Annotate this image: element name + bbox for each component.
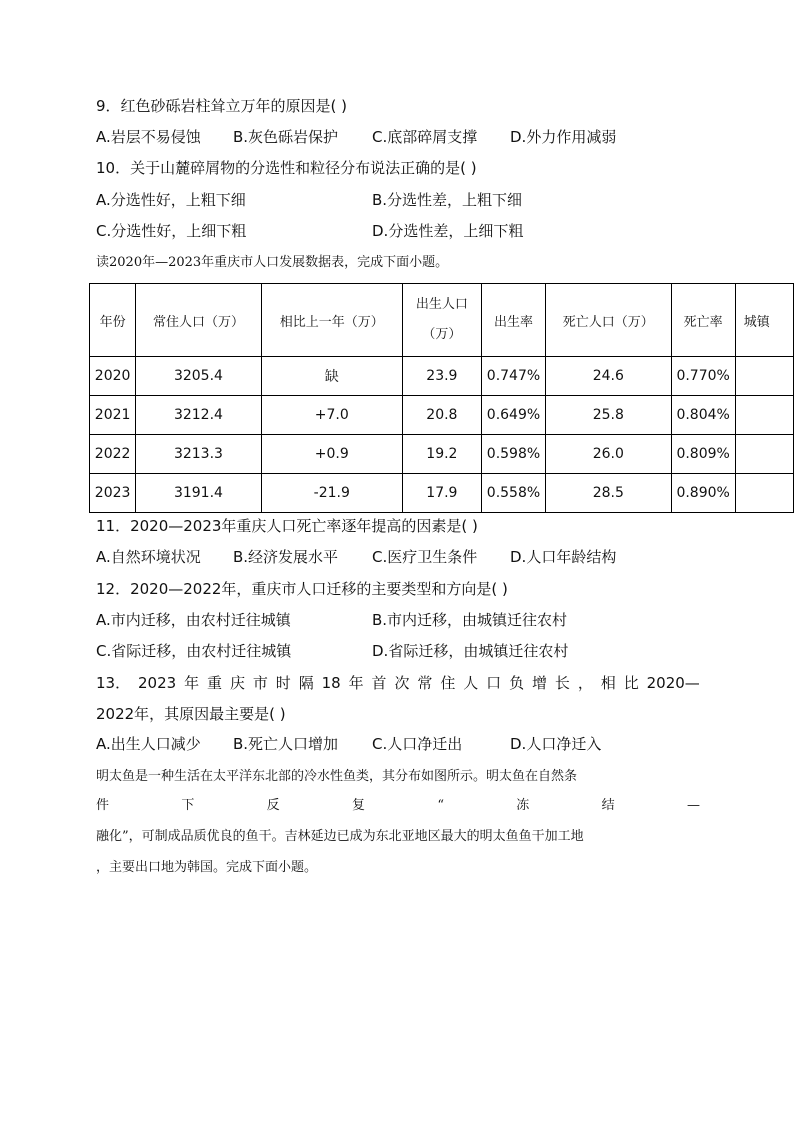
cell-urbanization xyxy=(735,435,793,474)
header-change: 相比上一年（万） xyxy=(261,284,402,357)
passage-word: 下 xyxy=(181,798,195,813)
question-9-option-a[interactable]: A.岩层不易侵蚀 xyxy=(96,128,201,146)
question-13-option-d[interactable]: D.人口净迁入 xyxy=(510,735,602,753)
stem-word: 首 xyxy=(371,674,387,692)
question-11-stem: 11．2020—2023年重庆人口死亡率逐年提高的因素是( ) xyxy=(96,517,478,535)
question-9-stem: 9．红色砂砾岩柱耸立万年的原因是( ) xyxy=(96,97,348,115)
header-birth-rate: 出生率 xyxy=(481,284,545,357)
stem-word: 重 xyxy=(207,674,223,692)
header-death-rate: 死亡率 xyxy=(671,284,735,357)
question-13-stem-line1 xyxy=(96,673,700,693)
cell-death-rate: 0.809% xyxy=(671,435,735,474)
stem-word: 次 xyxy=(394,674,410,692)
cell-death-rate: 0.890% xyxy=(671,474,735,513)
stem-word: 年 xyxy=(184,674,200,692)
cell-birth-rate: 0.598% xyxy=(481,435,545,474)
header-year: 年份 xyxy=(90,284,136,357)
passage-word: 复 xyxy=(351,798,365,813)
question-12-stem: 12．2020—2022年，重庆市人口迁移的主要类型和方向是( ) xyxy=(96,580,508,598)
stem-word: 2023 xyxy=(138,674,177,692)
stem-word: 比 xyxy=(623,674,639,692)
question-9-option-c[interactable]: C.底部碎屑支撑 xyxy=(372,128,478,146)
passage-line-1: 明太鱼是一种生活在太平洋东北部的冷水性鱼类，其分布如图所示。明太鱼在自然条 xyxy=(96,769,578,784)
passage-line-4: ，主要出口地为韩国。完成下面小题。 xyxy=(96,860,318,875)
table-row xyxy=(90,357,794,396)
stem-word: 隔 xyxy=(298,674,314,692)
question-9-option-d[interactable]: D.外力作用减弱 xyxy=(510,128,617,146)
table-intro-text: 读2020年—2023年重庆市人口发展数据表，完成下面小题。 xyxy=(96,255,449,270)
question-11-option-a[interactable]: A.自然环境状况 xyxy=(96,548,201,566)
passage-line-2 xyxy=(96,797,700,815)
stem-word: 18 xyxy=(321,674,341,692)
stem-word: 口 xyxy=(486,674,502,692)
passage-word: 冻 xyxy=(516,798,530,813)
question-10-option-d[interactable]: D.分选性差，上细下粗 xyxy=(372,222,524,240)
stem-word: 年 xyxy=(348,674,364,692)
stem-word: 负 xyxy=(509,674,525,692)
stem-word: 常 xyxy=(417,674,433,692)
question-9-option-b[interactable]: B.灰色砾岩保护 xyxy=(233,128,339,146)
cell-death-rate: 0.770% xyxy=(671,357,735,396)
cell-deaths: 25.8 xyxy=(546,396,671,435)
cell-births: 23.9 xyxy=(402,357,481,396)
stem-word: 庆 xyxy=(229,674,245,692)
stem-word: 住 xyxy=(440,674,456,692)
cell-births: 20.8 xyxy=(402,396,481,435)
question-10-option-a[interactable]: A.分选性好，上粗下细 xyxy=(96,191,246,209)
header-births-line1: 出生人口 xyxy=(415,297,468,312)
header-urbanization: 城镇 xyxy=(735,284,793,357)
cell-birth-rate: 0.747% xyxy=(481,357,545,396)
question-13-stem-line2: 2022年，其原因最主要是( ) xyxy=(96,705,286,723)
question-10-option-b[interactable]: B.分选性差，上粗下细 xyxy=(372,191,523,209)
passage-word: “ xyxy=(437,798,444,813)
cell-change: +0.9 xyxy=(261,435,402,474)
question-13-option-b[interactable]: B.死亡人口增加 xyxy=(233,735,339,753)
passage-word: 结 xyxy=(601,798,615,813)
question-11-option-c[interactable]: C.医疗卫生条件 xyxy=(372,548,478,566)
cell-births: 19.2 xyxy=(402,435,481,474)
cell-birth-rate: 0.558% xyxy=(481,474,545,513)
cell-year: 2022 xyxy=(90,435,136,474)
question-10-stem: 10．关于山麓碎屑物的分选性和粒径分布说法正确的是( ) xyxy=(96,159,477,177)
cell-birth-rate: 0.649% xyxy=(481,396,545,435)
header-deaths: 死亡人口（万） xyxy=(546,284,671,357)
question-11-option-d[interactable]: D.人口年龄结构 xyxy=(510,548,617,566)
cell-resident-population: 3191.4 xyxy=(136,474,261,513)
stem-word: 相 xyxy=(600,674,616,692)
cell-births: 17.9 xyxy=(402,474,481,513)
cell-year: 2023 xyxy=(90,474,136,513)
question-12-option-a[interactable]: A.市内迁移，由农村迁往城镇 xyxy=(96,611,291,629)
passage-word: — xyxy=(686,798,700,813)
stem-word: 市 xyxy=(252,674,268,692)
question-13-option-c[interactable]: C.人口净迁出 xyxy=(372,735,463,753)
cell-deaths: 26.0 xyxy=(546,435,671,474)
cell-year: 2020 xyxy=(90,357,136,396)
cell-urbanization xyxy=(735,357,793,396)
cell-urbanization xyxy=(735,396,793,435)
stem-word: ， xyxy=(577,674,593,692)
question-12-option-c[interactable]: C.省际迁移，由农村迁往城镇 xyxy=(96,642,292,660)
header-resident-population: 常住人口（万） xyxy=(136,284,261,357)
population-data-table xyxy=(89,283,794,513)
stem-word: 时 xyxy=(275,674,291,692)
stem-word: 人 xyxy=(463,674,479,692)
cell-deaths: 28.5 xyxy=(546,474,671,513)
passage-word: 件 xyxy=(96,798,110,813)
cell-resident-population: 3212.4 xyxy=(136,396,261,435)
cell-deaths: 24.6 xyxy=(546,357,671,396)
question-12-option-d[interactable]: D.省际迁移，由城镇迁往农村 xyxy=(372,642,569,660)
question-12-option-b[interactable]: B.市内迁移，由城镇迁往农村 xyxy=(372,611,568,629)
cell-death-rate: 0.804% xyxy=(671,396,735,435)
table-row xyxy=(90,396,794,435)
stem-word: 2020— xyxy=(646,674,700,692)
question-13-option-a[interactable]: A.出生人口减少 xyxy=(96,735,201,753)
cell-resident-population: 3213.3 xyxy=(136,435,261,474)
cell-urbanization xyxy=(735,474,793,513)
stem-word: 13． xyxy=(96,674,131,692)
table-header-row xyxy=(90,284,794,357)
passage-word: 反 xyxy=(266,798,280,813)
table-row xyxy=(90,435,794,474)
cell-year: 2021 xyxy=(90,396,136,435)
cell-change: +7.0 xyxy=(261,396,402,435)
stem-word: 长 xyxy=(554,674,570,692)
cell-change: -21.9 xyxy=(261,474,402,513)
header-births-line2: （万） xyxy=(422,327,462,342)
question-11-option-b[interactable]: B.经济发展水平 xyxy=(233,548,339,566)
passage-line-3: 融化”，可制成品质优良的鱼干。吉林延边已成为东北亚地区最大的明太鱼鱼干加工地 xyxy=(96,829,584,844)
stem-word: 增 xyxy=(532,674,548,692)
question-10-option-c[interactable]: C.分选性好，上细下粗 xyxy=(96,222,247,240)
table-row xyxy=(90,474,794,513)
header-births xyxy=(402,284,481,357)
cell-resident-population: 3205.4 xyxy=(136,357,261,396)
cell-change: 缺 xyxy=(261,357,402,396)
